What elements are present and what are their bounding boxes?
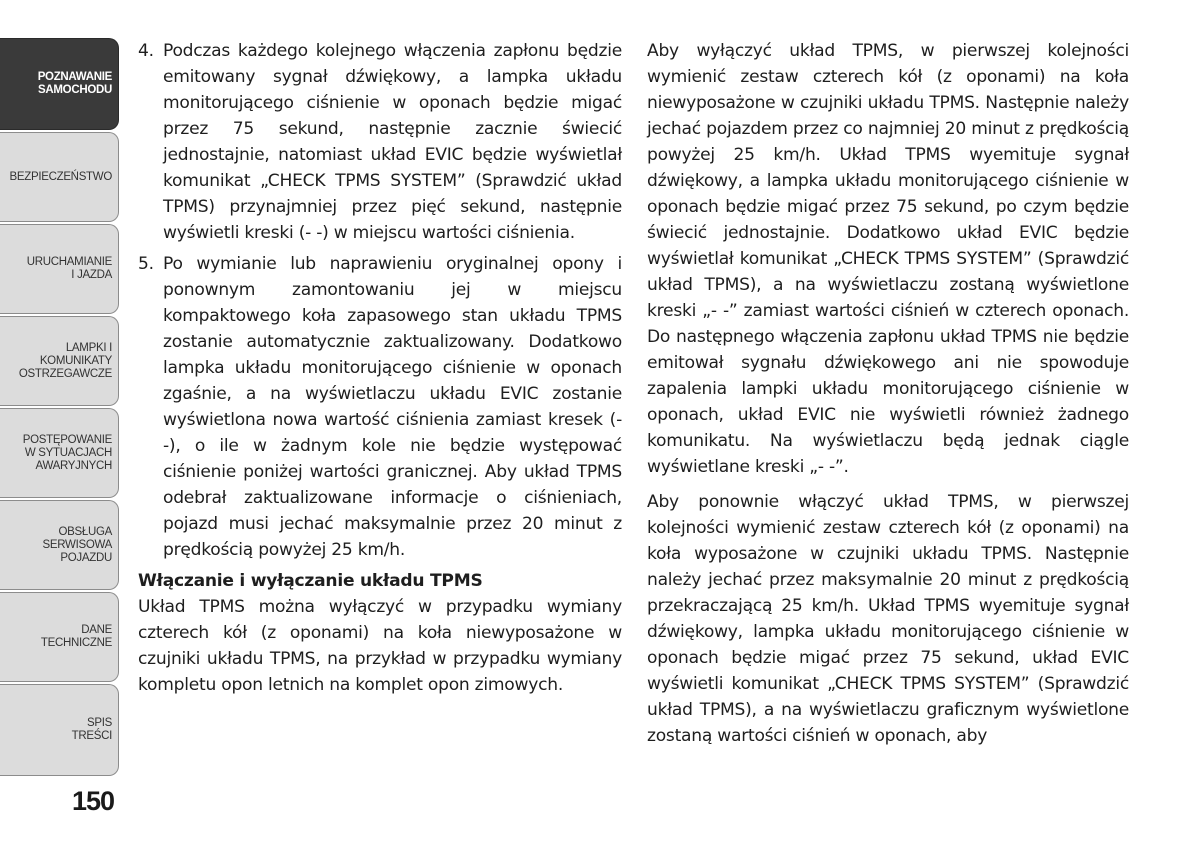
tab-bezpieczenstwo[interactable]: BEZPIECZEŃSTWO xyxy=(0,132,119,222)
page-number: 150 xyxy=(72,786,115,816)
list-item-text: Podczas każdego kolejnego włączenia zapłonu będzie emitowany sygnał dźwiękowy, a lampka układu monitorującego ciśnienie w oponach będzie migać przez 75 sekund, następnie zacznie świecić jednostajnie, natomiast układ EVIC będzie wyświetlał komunikat „CHECK TPMS SYSTEM” (Sprawdzić układ TPMS) przynajmniej przez pięć sekund, następnie wyświetli kreski (- -) w miejscu wartości ciśnienia. xyxy=(163,41,622,243)
tab-uruchamianie-i-jazda[interactable]: URUCHAMIANIE I JAZDA xyxy=(0,224,119,314)
chapter-tabs xyxy=(0,38,122,778)
right-column xyxy=(647,38,1129,753)
list-item-text: Po wymianie lub naprawieniu oryginalnej opony i ponownym zamontowaniu jej w miejscu kompaktowego koła zapasowego stan układu TPMS zostanie automatycznie zaktualizowany. Dodatkowo lampka układu monitorującego ciśnienie w oponach zgaśnie, a na wyświetlaczu układu EVIC zostanie wyświetlona nowa wartość ciśnienia zamiast kresek (- -), o ile w żadnym kole nie będzie występować ciśnienie poniżej wartości granicznej. Aby układ TPMS odebrał zaktualizowane informacje o ciśnieniach, pojazd musi jechać maksymalnie przez 20 minut z prędkością powyżej 25 km/h. xyxy=(163,254,622,560)
tab-lampki-i-komunikaty[interactable]: LAMPKI I KOMUNIKATY OSTRZEGAWCZE xyxy=(0,316,119,406)
list-item xyxy=(138,251,622,563)
section-heading: Włączanie i wyłączanie układu TPMS xyxy=(138,571,483,591)
tab-poznawanie-samochodu[interactable]: POZNAWANIE SAMOCHODU xyxy=(0,38,119,130)
tab-obsluga-serwisowa[interactable]: OBSŁUGA SERWISOWA POJAZDU xyxy=(0,500,119,590)
paragraph: Aby ponownie włączyć układ TPMS, w pierwszej kolejności wymienić zestaw czterech kół (z oponami) na koła wyposażone w czujniki układu TPMS. Następnie należy jechać przez maksymalnie 20 minut z prędkością przekraczającą 25 km/h. Układ TPMS wyemituje sygnał dźwiękowy, lampka układu monitorującego ciśnienie w oponach będzie migać przez 75 sekund, układ EVIC wyświetli komunikat „CHECK TPMS SYSTEM” (Sprawdzić układ TPMS), a na wyświetlaczu graficznym wyświetlone zostaną wartości ciśnień w oponach, aby xyxy=(647,492,1129,746)
paragraph: Aby wyłączyć układ TPMS, w pierwszej kolejności wymienić zestaw czterech kół (z oponami) na koła niewyposażone w czujniki układu TPMS. Następnie należy jechać pojazdem przez co najmniej 20 minut z prędkością powyżej 25 km/h. Układ TPMS wyemituje sygnał dźwiękowy, a lampka układu monitorującego ciśnienie w oponach będzie migać przez 75 sekund, po czym będzie świecić jednostajnie. Dodatkowo układ EVIC będzie wyświetlał komunikat „CHECK TPMS SYSTEM” (Sprawdzić układ TPMS), a na wyświetlaczu zostaną wyświetlone kreski „- -” zamiast wartości ciśnień w czterech oponach. Do następnego włączenia zapłonu układ TPMS nie będzie emitował sygnału dźwiękowego ani nie spowoduje zapalenia lampki układu monitorującego ciśnienie w oponach, układ EVIC nie wyświetli również żadnego komunikatu. Na wyświetlaczu będą jednak ciągle wyświetlane kreski „- -”. xyxy=(647,41,1129,477)
tab-postepowanie-awaryjne[interactable]: POSTĘPOWANIE W SYTUACJACH AWARYJNYCH xyxy=(0,408,119,498)
tab-spis-tresci[interactable]: SPIS TREŚCI xyxy=(0,684,119,776)
list-item-number: 5. xyxy=(138,254,154,274)
list-item-number: 4. xyxy=(138,41,154,61)
tab-dane-techniczne[interactable]: DANE TECHNICZNE xyxy=(0,592,119,682)
list-item xyxy=(138,38,622,246)
left-column xyxy=(138,38,622,702)
paragraph: Układ TPMS można wyłączyć w przypadku wymiany czterech kół (z oponami) na koła niewyposażone w czujniki układu TPMS, na przykład w przypadku wymiany kompletu opon letnich na komplet opon zimowych. xyxy=(138,597,622,695)
